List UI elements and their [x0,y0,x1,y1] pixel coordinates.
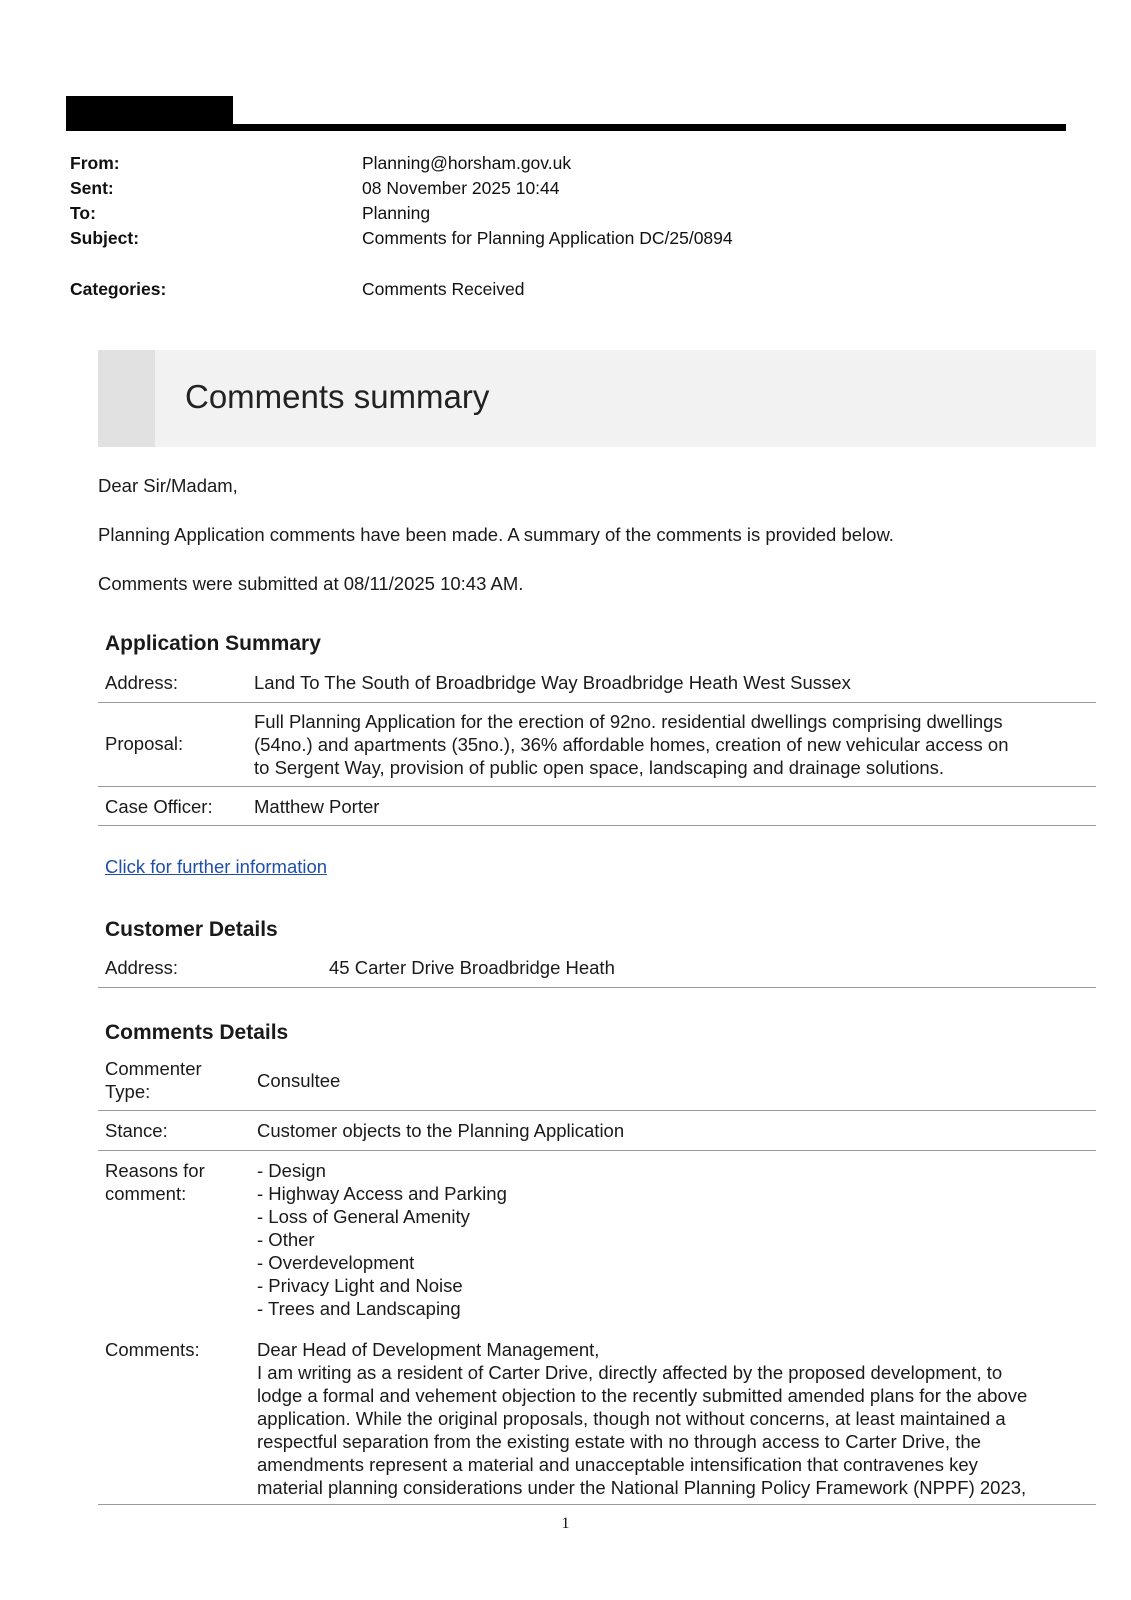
sent-label: Sent: [70,178,114,198]
banner-title: Comments summary [185,378,490,415]
customer-address-label: Address: [105,957,179,978]
reasons-label [105,1159,205,1205]
list-item: - Trees and Landscaping [257,1298,461,1319]
list-item: - Privacy Light and Noise [257,1275,463,1296]
commenter-type-value: Consultee [257,1070,341,1091]
case-officer-value: Matthew Porter [254,796,380,817]
commenter-type-row [98,1050,1096,1111]
comment-line: respectful separation from the existing estate with no through access to Carter Drive, the [257,1431,981,1452]
list-item: - Other [257,1229,315,1250]
comment-line: lodge a formal and vehement objection to the recently submitted amended plans for the above [257,1385,1028,1406]
proposal-line: (54no.) and apartments (35no.), 36% affordable homes, creation of new vehicular access on [254,734,1009,755]
comment-line: I am writing as a resident of Carter Drive, directly affected by the proposed development, to [257,1362,1003,1383]
case-officer-label: Case Officer: [105,796,213,817]
reasons-label-line: comment: [105,1183,187,1204]
stance-label: Stance: [105,1120,168,1141]
comments-row [98,1330,1096,1505]
comment-line: Dear Head of Development Management, [257,1339,600,1360]
to-value: Planning [362,203,431,223]
customer-address-value: 45 Carter Drive Broadbridge Heath [329,957,615,978]
further-information-link[interactable]: Click for further information [105,856,328,877]
comments-summary-banner [98,350,1096,447]
intro-line-2: Comments were submitted at 08/11/2025 10:43 AM. [98,573,524,594]
comments-label: Comments: [105,1339,200,1360]
proposal-line: to Sergent Way, provision of public open space, landscaping and drainage solutions. [254,757,945,778]
application-address-label: Address: [105,672,179,693]
commenter-type-label [105,1057,202,1103]
application-proposal-row [98,702,1096,787]
application-address-value: Land To The South of Broadbridge Way Broadbridge Heath West Sussex [254,672,851,693]
categories-label: Categories: [70,279,167,299]
subject-label: Subject: [70,228,140,248]
application-address-row [98,660,1096,703]
comment-line: amendments represent a material and unacceptable intensification that contravenes key [257,1454,978,1475]
greeting: Dear Sir/Madam, [98,475,238,496]
subject-value: Comments for Planning Application DC/25/0894 [362,228,733,248]
list-item: - Design [257,1160,326,1181]
customer-address-row [98,947,1096,988]
application-officer-row [98,786,1096,826]
header-rule [66,124,1066,131]
proposal-line: Full Planning Application for the erection of 92no. residential dwellings comprising dwellings [254,711,1003,732]
reasons-list [257,1159,507,1320]
comments-text [257,1338,1027,1499]
comment-line: application. While the original proposals, though not without concerns, at least maintained a [257,1408,1006,1429]
stance-row [98,1110,1096,1151]
to-label: To: [70,203,96,223]
application-proposal-label: Proposal: [105,733,184,754]
sent-value: 08 November 2025 10:44 [362,178,560,198]
list-item: - Overdevelopment [257,1252,415,1273]
application-summary-title: Application Summary [105,632,321,655]
comment-line: material planning considerations under the National Planning Policy Framework (NPPF) 2023, [257,1477,1027,1498]
list-item: - Loss of General Amenity [257,1206,470,1227]
from-value: Planning@horsham.gov.uk [362,153,572,173]
intro-line-1: Planning Application comments have been made. A summary of the comments is provided below. [98,524,894,545]
categories-value: Comments Received [362,279,525,299]
stance-value: Customer objects to the Planning Application [257,1120,625,1141]
commenter-type-label-line: Commenter [105,1058,202,1079]
reasons-label-line: Reasons for [105,1160,205,1181]
list-item: - Highway Access and Parking [257,1183,507,1204]
reasons-row [98,1150,1096,1330]
customer-details-title: Customer Details [105,918,278,941]
banner-accent-bar [98,350,155,447]
comments-details-title: Comments Details [105,1021,289,1044]
application-proposal-value [254,710,1008,779]
page-number: 1 [561,1515,570,1532]
commenter-type-label-line: Type: [105,1081,151,1102]
from-label: From: [70,153,120,173]
